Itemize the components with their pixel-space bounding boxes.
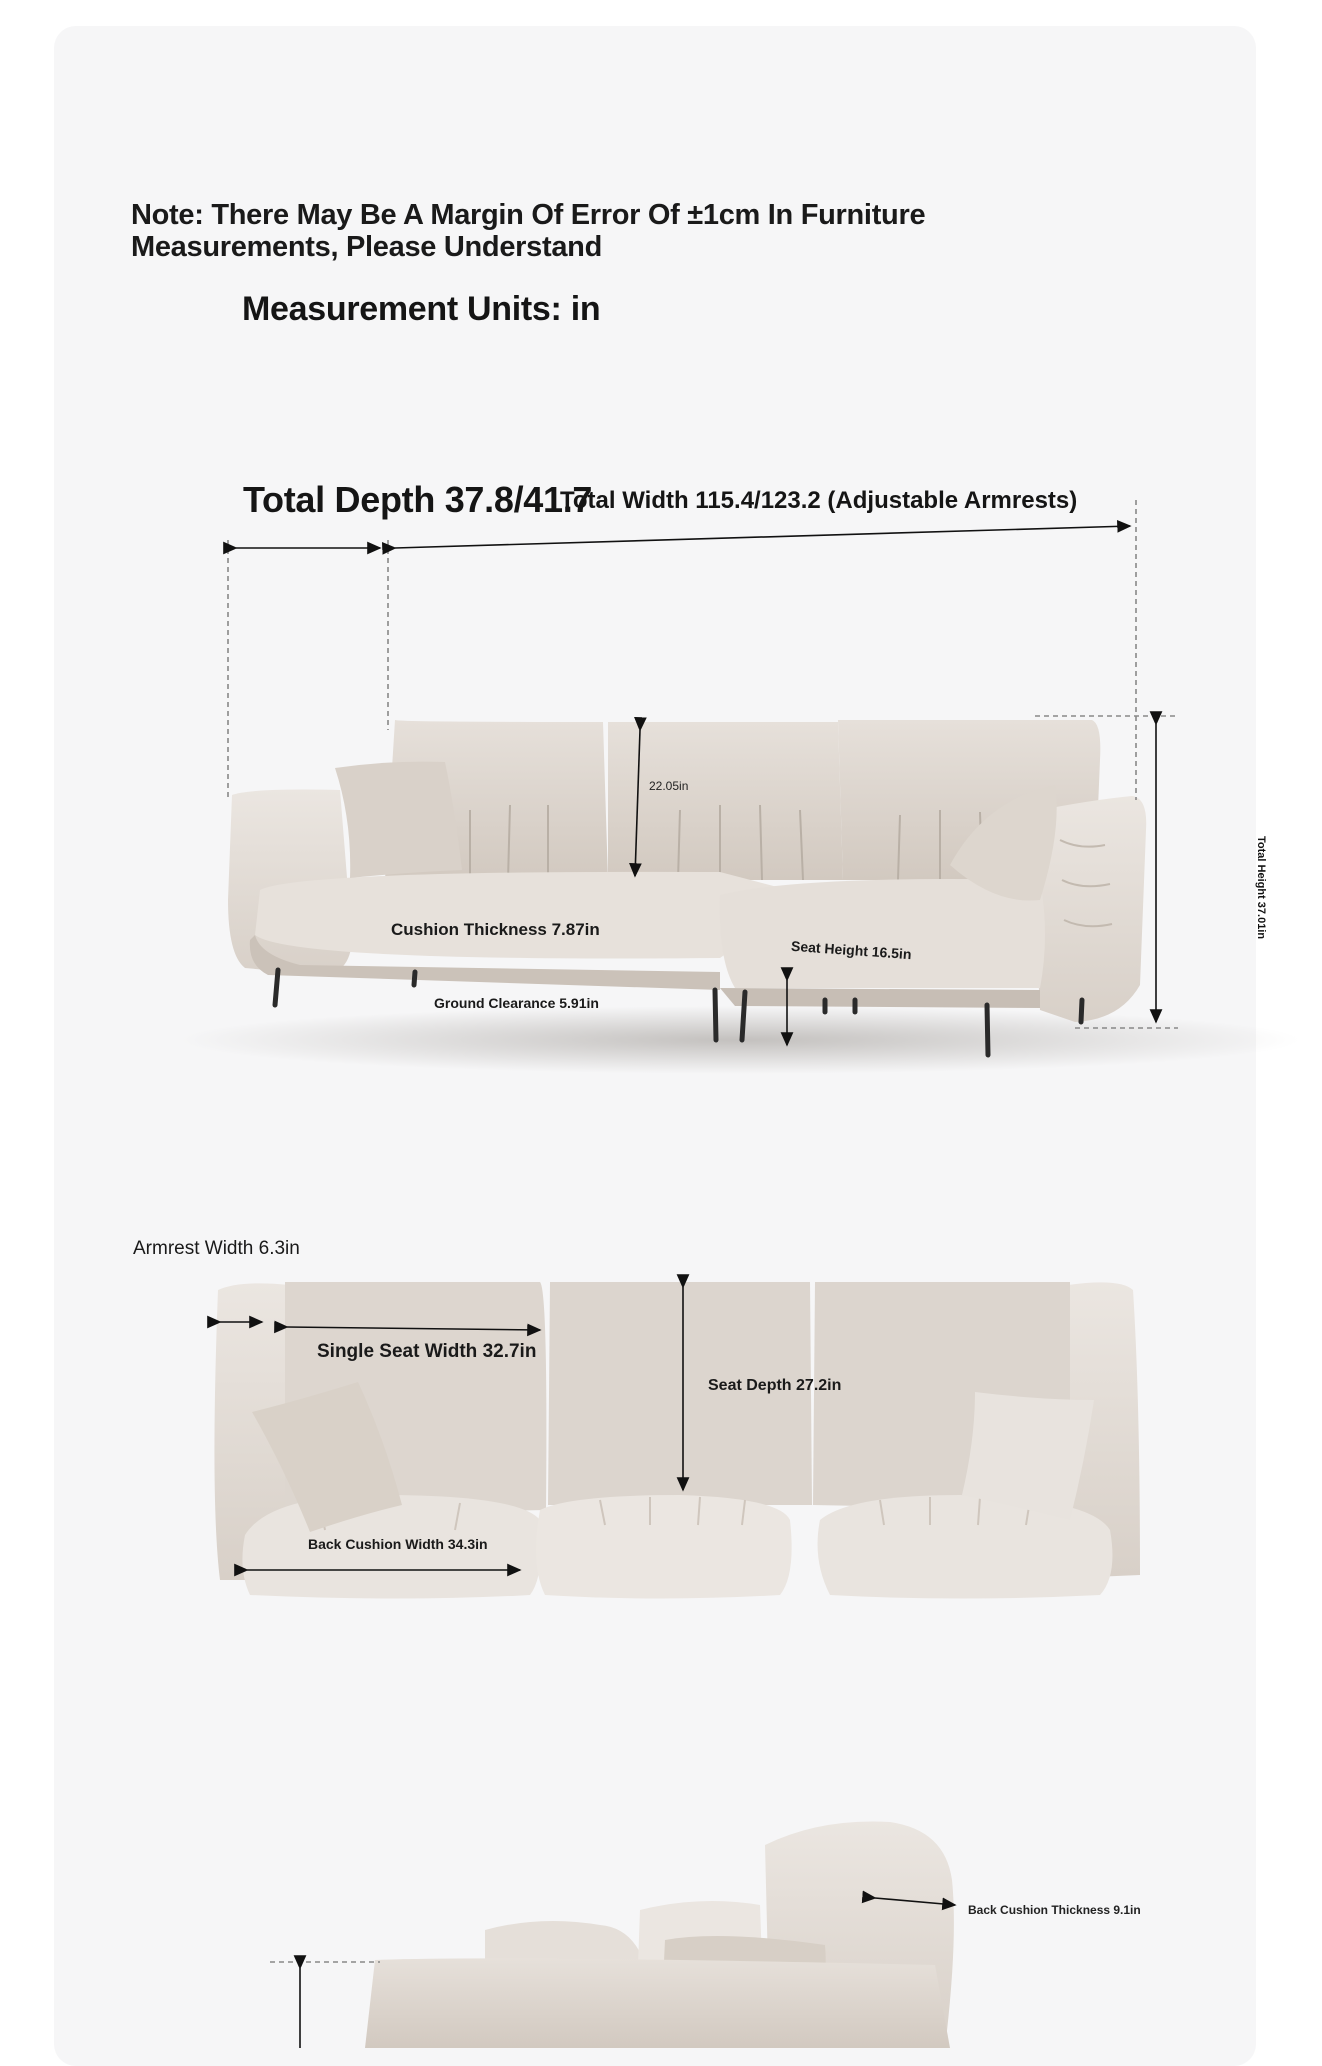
back-cushion-thickness-label: Back Cushion Thickness 9.1in [968,1903,1141,1917]
cushion-thickness-label: Cushion Thickness 7.87in [391,920,600,939]
single-seat-width-label: Single Seat Width 32.7in [317,1341,537,1362]
measurement-units-title: Measurement Units: in [242,290,601,328]
seat-height-label: Seat Height 16.5in [790,937,913,963]
measurement-error-note: Note: There May Be A Margin Of Error Of ±1cm In Furniture Measurements, Please Understand [131,199,926,263]
front-sofa [180,720,1300,1074]
side-sofa [365,1821,954,2048]
armrest-width-label: Armrest Width 6.3in [133,1238,300,1259]
total-width-label: Total Width 115.4/123.2 (Adjustable Armrests) [560,487,1078,514]
back-cushion-width-label: Back Cushion Width 34.3in [308,1536,488,1552]
total-height-label: Total Height 37.01in [1255,836,1267,940]
back-height-label: 22.05in [649,779,689,793]
total-depth-label: Total Depth 37.8/41.7 [243,479,593,520]
seat-depth-label: Seat Depth 27.2in [708,1377,842,1394]
ground-clearance-label: Ground Clearance 5.91in [434,995,599,1011]
